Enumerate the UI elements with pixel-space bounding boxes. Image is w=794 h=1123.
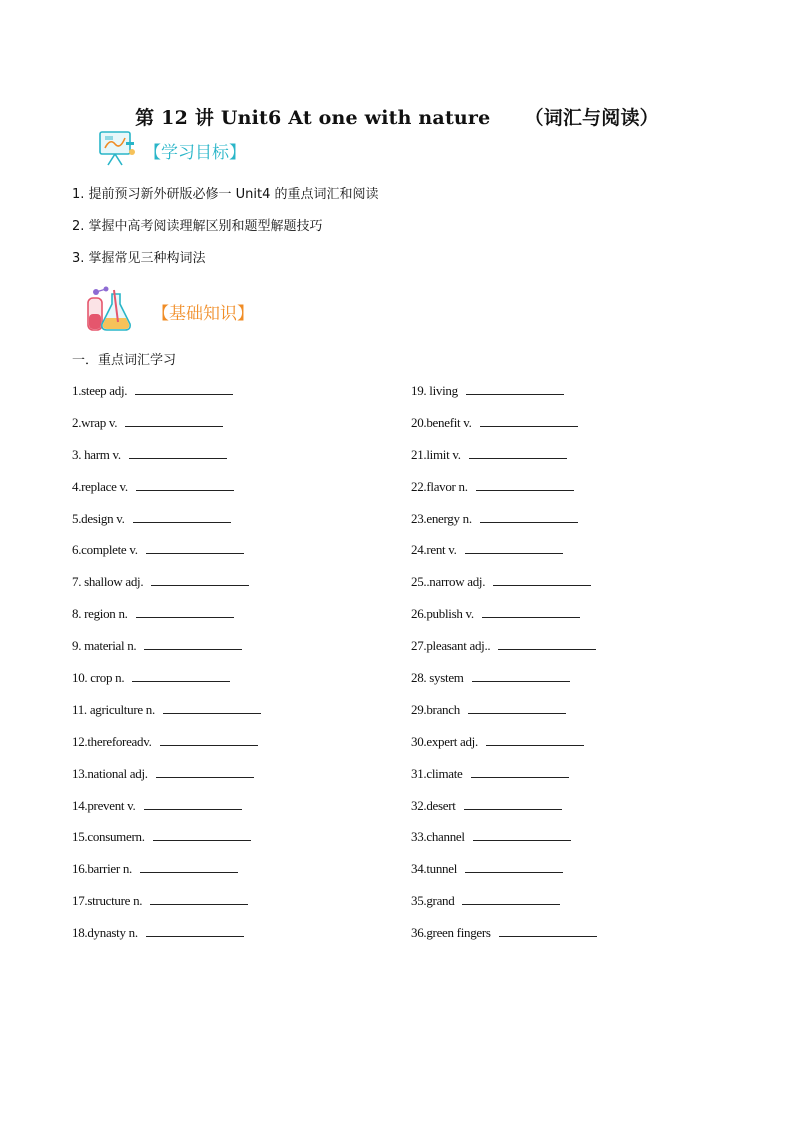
answer-blank[interactable] <box>469 446 567 459</box>
vocab-item <box>72 412 261 444</box>
vocab-column-right <box>411 380 597 954</box>
vocab-item <box>411 380 597 412</box>
answer-blank[interactable] <box>151 573 249 586</box>
answer-blank[interactable] <box>480 510 578 523</box>
title-main: 第 12 讲 Unit6 At one with nature <box>135 107 491 129</box>
vocab-word: 31.climate <box>411 765 463 781</box>
basics-section-label: 【基础知识】 <box>152 304 254 324</box>
vocab-word: 13.national adj. <box>72 765 148 781</box>
vocab-item <box>411 858 597 890</box>
vocab-word: 25..narrow adj. <box>411 574 486 590</box>
answer-blank[interactable] <box>132 669 230 682</box>
vocab-word: 26.publish v. <box>411 606 474 622</box>
goal-item: 2. 掌握中高考阅读理解区别和题型解题技巧 <box>72 219 323 234</box>
vocab-word: 8. region n. <box>72 606 128 622</box>
goal-item: 3. 掌握常见三种构词法 <box>72 251 206 266</box>
vocab-word: 5.design v. <box>72 510 125 526</box>
vocab-item <box>411 412 597 444</box>
vocab-word: 2.wrap v. <box>72 414 118 430</box>
goals-section-label: 【学习目标】 <box>144 143 246 163</box>
vocab-word: 27.pleasant adj.. <box>411 638 491 654</box>
vocab-item <box>72 763 261 795</box>
vocab-word: 6.complete v. <box>72 542 138 558</box>
vocab-word: 10. crop n. <box>72 670 125 686</box>
answer-blank[interactable] <box>466 382 564 395</box>
vocab-item <box>72 508 261 540</box>
vocab-item <box>411 476 597 508</box>
vocab-word: 3. harm v. <box>72 446 121 462</box>
vocab-item <box>72 571 261 603</box>
vocab-item <box>72 922 261 954</box>
answer-blank[interactable] <box>125 414 223 427</box>
vocab-item <box>411 795 597 827</box>
vocab-item <box>72 380 261 412</box>
answer-blank[interactable] <box>150 892 248 905</box>
vocab-word: 24.rent v. <box>411 542 457 558</box>
vocab-word: 36.green fingers <box>411 925 491 941</box>
vocab-word: 16.barrier n. <box>72 861 132 877</box>
vocab-item <box>72 635 261 667</box>
answer-blank[interactable] <box>163 701 261 714</box>
vocab-item <box>411 508 597 540</box>
answer-blank[interactable] <box>153 828 251 841</box>
vocab-heading: 一．重点词汇学习 <box>72 353 177 368</box>
vocab-item <box>411 667 597 699</box>
vocab-item <box>72 539 261 571</box>
answer-blank[interactable] <box>476 478 574 491</box>
answer-blank[interactable] <box>473 828 571 841</box>
goals-list <box>72 184 379 280</box>
vocab-item <box>411 826 597 858</box>
vocab-word: 34.tunnel <box>411 861 458 877</box>
vocab-word: 9. material n. <box>72 638 137 654</box>
answer-blank[interactable] <box>129 446 227 459</box>
vocab-word: 4.replace v. <box>72 478 128 494</box>
answer-blank[interactable] <box>135 382 233 395</box>
vocab-item <box>411 763 597 795</box>
vocab-word: 19. living <box>411 383 458 398</box>
title-sub: （词汇与阅读） <box>524 107 659 129</box>
vocab-item <box>411 603 597 635</box>
answer-blank[interactable] <box>160 733 258 746</box>
answer-blank[interactable] <box>472 669 570 682</box>
answer-blank[interactable] <box>146 924 244 937</box>
vocab-word: 22.flavor n. <box>411 478 468 494</box>
vocab-word: 23.energy n. <box>411 510 472 526</box>
vocab-item <box>72 826 261 858</box>
vocab-item <box>411 922 597 954</box>
vocab-item <box>411 539 597 571</box>
answer-blank[interactable] <box>136 605 234 618</box>
answer-blank[interactable] <box>144 797 242 810</box>
vocab-word: 15.consumern. <box>72 829 145 845</box>
answer-blank[interactable] <box>464 797 562 810</box>
vocab-word: 14.prevent v. <box>72 797 136 813</box>
vocab-word: 30.expert adj. <box>411 733 478 749</box>
goals-section-header <box>96 128 246 173</box>
page-title <box>0 103 794 130</box>
answer-blank[interactable] <box>471 765 569 778</box>
vocab-word: 18.dynasty n. <box>72 925 138 941</box>
vocab-word: 21.limit v. <box>411 446 461 462</box>
vocab-word: 12.thereforeadv. <box>72 733 152 749</box>
answer-blank[interactable] <box>133 510 231 523</box>
basics-section-header <box>84 284 254 339</box>
presentation-board-icon <box>96 128 138 173</box>
answer-blank[interactable] <box>146 541 244 554</box>
goal-item: 1. 提前预习新外研版必修一 Unit4 的重点词汇和阅读 <box>72 187 379 202</box>
answer-blank[interactable] <box>462 892 560 905</box>
answer-blank[interactable] <box>468 701 566 714</box>
vocab-column-left <box>72 380 261 954</box>
answer-blank[interactable] <box>465 860 563 873</box>
vocab-item <box>411 731 597 763</box>
answer-blank[interactable] <box>465 541 563 554</box>
answer-blank[interactable] <box>493 573 591 586</box>
vocab-word: 20.benefit v. <box>411 414 472 430</box>
vocab-item <box>411 890 597 922</box>
vocab-item <box>411 444 597 476</box>
vocab-item <box>72 667 261 699</box>
vocab-item <box>72 795 261 827</box>
vocab-word: 29.branch <box>411 701 460 717</box>
answer-blank[interactable] <box>136 478 234 491</box>
vocab-item <box>72 731 261 763</box>
vocab-word: 7. shallow adj. <box>72 574 144 590</box>
vocab-item <box>411 635 597 667</box>
answer-blank[interactable] <box>486 733 584 746</box>
vocab-item <box>72 890 261 922</box>
answer-blank[interactable] <box>480 414 578 427</box>
answer-blank[interactable] <box>140 860 238 873</box>
vocab-item <box>72 858 261 890</box>
vocab-item <box>72 444 261 476</box>
vocab-item <box>72 699 261 731</box>
vocab-word: 35.grand <box>411 893 455 909</box>
vocab-item <box>411 699 597 731</box>
answer-blank[interactable] <box>156 765 254 778</box>
vocab-item <box>72 603 261 635</box>
vocab-word: 17.structure n. <box>72 893 143 909</box>
answer-blank[interactable] <box>482 605 580 618</box>
answer-blank[interactable] <box>144 637 242 650</box>
chemistry-flask-icon <box>84 284 134 339</box>
vocab-item <box>411 571 597 603</box>
answer-blank[interactable] <box>498 637 596 650</box>
vocab-word: 11. agriculture n. <box>72 701 155 717</box>
vocab-word: 32.desert <box>411 797 456 813</box>
answer-blank[interactable] <box>499 924 597 937</box>
vocab-word: 33.channel <box>411 829 465 845</box>
vocab-item <box>72 476 261 508</box>
vocab-word: 1.steep adj. <box>72 383 128 398</box>
vocab-word: 28. system <box>411 670 464 686</box>
